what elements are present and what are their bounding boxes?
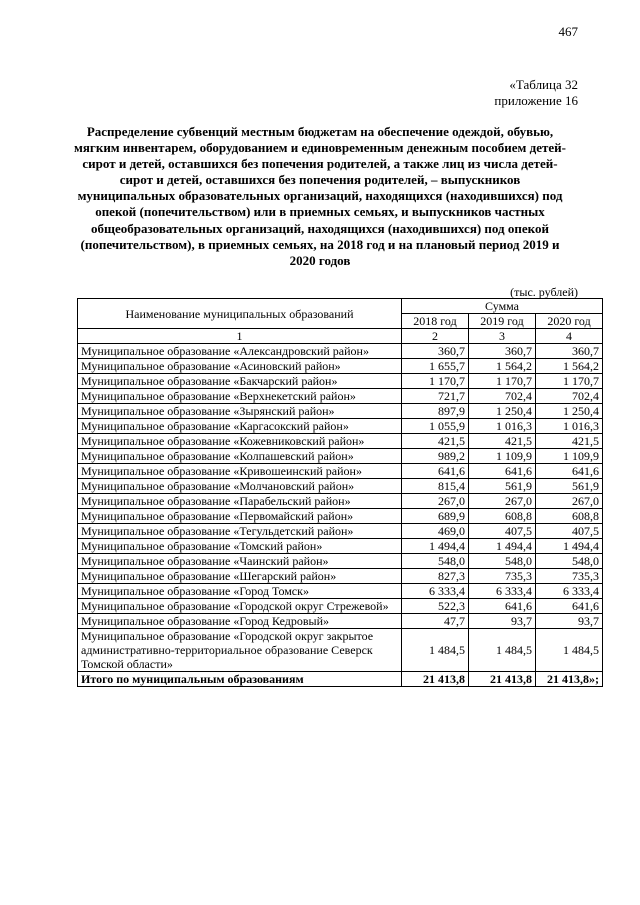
value-2018: 360,7 — [402, 344, 469, 359]
value-2020: 561,9 — [536, 479, 603, 494]
value-2020: 407,5 — [536, 524, 603, 539]
value-2019: 407,5 — [469, 524, 536, 539]
header-sum: Сумма — [402, 299, 603, 314]
table-row — [78, 614, 603, 629]
value-2020: 608,8 — [536, 509, 603, 524]
caption-table-number: «Таблица 32 — [509, 77, 578, 92]
value-2019: 360,7 — [469, 344, 536, 359]
value-2019: 641,6 — [469, 599, 536, 614]
municipality-name: Муниципальное образование «Томский район» — [78, 539, 402, 554]
municipality-name: Муниципальное образование «Каргасокский район» — [78, 419, 402, 434]
municipality-name: Муниципальное образование «Чаинский район» — [78, 554, 402, 569]
municipality-name: Муниципальное образование «Зырянский район» — [78, 404, 402, 419]
value-2019: 561,9 — [469, 479, 536, 494]
header-year-2020: 2020 год — [536, 314, 603, 329]
value-2018: 6 333,4 — [402, 584, 469, 599]
municipality-name: Муниципальное образование «Первомайский район» — [78, 509, 402, 524]
value-2018: 469,0 — [402, 524, 469, 539]
table-caption — [494, 77, 578, 109]
value-2019: 1 484,5 — [469, 629, 536, 672]
municipality-name: Муниципальное образование «Асиновский район» — [78, 359, 402, 374]
value-2019: 641,6 — [469, 464, 536, 479]
value-2019: 267,0 — [469, 494, 536, 509]
value-2019: 93,7 — [469, 614, 536, 629]
table-row — [78, 344, 603, 359]
value-2018: 1 494,4 — [402, 539, 469, 554]
municipality-name: Муниципальное образование «Город Томск» — [78, 584, 402, 599]
value-2018: 522,3 — [402, 599, 469, 614]
value-2020: 641,6 — [536, 464, 603, 479]
value-2018: 815,4 — [402, 479, 469, 494]
value-2020: 702,4 — [536, 389, 603, 404]
header-year-2018: 2018 год — [402, 314, 469, 329]
value-2018: 689,9 — [402, 509, 469, 524]
value-2020: 1 170,7 — [536, 374, 603, 389]
total-label: Итого по муниципальным образованиям — [78, 672, 402, 687]
table-row — [78, 629, 603, 672]
value-2020: 421,5 — [536, 434, 603, 449]
value-2018: 989,2 — [402, 449, 469, 464]
value-2020: 267,0 — [536, 494, 603, 509]
value-2020: 1 250,4 — [536, 404, 603, 419]
index-cell: 3 — [469, 329, 536, 344]
value-2020: 1 494,4 — [536, 539, 603, 554]
municipality-name: Муниципальное образование «Тегульдетский район» — [78, 524, 402, 539]
municipality-name: Муниципальное образование «Шегарский район» — [78, 569, 402, 584]
municipality-name: Муниципальное образование «Александровский район» — [78, 344, 402, 359]
value-2020: 1 109,9 — [536, 449, 603, 464]
value-2020: 641,6 — [536, 599, 603, 614]
value-2019: 1 109,9 — [469, 449, 536, 464]
value-2018: 721,7 — [402, 389, 469, 404]
table-row — [78, 479, 603, 494]
municipality-name: Муниципальное образование «Парабельский район» — [78, 494, 402, 509]
table-row — [78, 554, 603, 569]
table-row — [78, 404, 603, 419]
municipality-name: Муниципальное образование «Кожевниковский район» — [78, 434, 402, 449]
page-number: 467 — [558, 24, 578, 39]
subsidy-table — [77, 298, 603, 687]
value-2019: 735,3 — [469, 569, 536, 584]
table-row — [78, 374, 603, 389]
value-2019: 421,5 — [469, 434, 536, 449]
municipality-name: Муниципальное образование «Городской округ Стрежевой» — [78, 599, 402, 614]
table-row — [78, 419, 603, 434]
value-2018: 1 170,7 — [402, 374, 469, 389]
table-row — [78, 524, 603, 539]
total-2020: 21 413,8»; — [536, 672, 603, 687]
value-2020: 1 564,2 — [536, 359, 603, 374]
value-2018: 548,0 — [402, 554, 469, 569]
value-2020: 360,7 — [536, 344, 603, 359]
value-2019: 1 494,4 — [469, 539, 536, 554]
table-row — [78, 599, 603, 614]
municipality-name: Муниципальное образование «Городской округ закрытое административно-территориальное образование Северск Томской области» — [78, 629, 402, 672]
value-2020: 1 016,3 — [536, 419, 603, 434]
table-row — [78, 449, 603, 464]
table-row — [78, 539, 603, 554]
value-2019: 608,8 — [469, 509, 536, 524]
total-row — [78, 672, 603, 687]
value-2018: 1 055,9 — [402, 419, 469, 434]
table-row — [78, 359, 603, 374]
table-row — [78, 389, 603, 404]
value-2020: 6 333,4 — [536, 584, 603, 599]
value-2019: 702,4 — [469, 389, 536, 404]
table-row — [78, 434, 603, 449]
value-2018: 267,0 — [402, 494, 469, 509]
value-2020: 548,0 — [536, 554, 603, 569]
municipality-name: Муниципальное образование «Бакчарский район» — [78, 374, 402, 389]
header-year-2019: 2019 год — [469, 314, 536, 329]
municipality-name: Муниципальное образование «Молчановский район» — [78, 479, 402, 494]
index-cell: 2 — [402, 329, 469, 344]
municipality-name: Муниципальное образование «Кривошеинский район» — [78, 464, 402, 479]
value-2018: 1 655,7 — [402, 359, 469, 374]
value-2019: 548,0 — [469, 554, 536, 569]
value-2020: 93,7 — [536, 614, 603, 629]
value-2020: 1 484,5 — [536, 629, 603, 672]
value-2018: 421,5 — [402, 434, 469, 449]
total-2018: 21 413,8 — [402, 672, 469, 687]
table-row — [78, 569, 603, 584]
index-cell: 4 — [536, 329, 603, 344]
municipality-name: Муниципальное образование «Верхнекетский район» — [78, 389, 402, 404]
value-2019: 1 250,4 — [469, 404, 536, 419]
value-2018: 1 484,5 — [402, 629, 469, 672]
index-row — [78, 329, 603, 344]
value-2018: 641,6 — [402, 464, 469, 479]
municipality-name: Муниципальное образование «Колпашевский район» — [78, 449, 402, 464]
value-2018: 897,9 — [402, 404, 469, 419]
municipality-name: Муниципальное образование «Город Кедровый» — [78, 614, 402, 629]
value-2018: 827,3 — [402, 569, 469, 584]
header-name: Наименование муниципальных образований — [78, 299, 402, 329]
units-label: (тыс. рублей) — [510, 285, 578, 299]
table-body — [78, 344, 603, 672]
index-cell: 1 — [78, 329, 402, 344]
value-2019: 1 016,3 — [469, 419, 536, 434]
value-2018: 47,7 — [402, 614, 469, 629]
total-2019: 21 413,8 — [469, 672, 536, 687]
value-2019: 6 333,4 — [469, 584, 536, 599]
caption-appendix: приложение 16 — [494, 93, 578, 108]
value-2019: 1 564,2 — [469, 359, 536, 374]
table-row — [78, 584, 603, 599]
table-row — [78, 494, 603, 509]
value-2019: 1 170,7 — [469, 374, 536, 389]
table-row — [78, 509, 603, 524]
value-2020: 735,3 — [536, 569, 603, 584]
table-row — [78, 464, 603, 479]
document-title: Распределение субвенций местным бюджетам на обеспечение одеждой, обувью, мягким инвентарем, оборудованием и единовременным денежным пособием детей-сирот и детей, оставшихся без попечения родителей, а также лиц из числа детей-сирот и детей, оставшихся без попечения родителей, – выпускников муниципальных образовательных организаций, находящихся (находившихся) под опекой (попечительством) или в приемных семьях, и выпускников частных общеобразовательных организаций, находящихся (находившихся) под опекой (попечительством), в приемных семьях, на 2018 год и на плановый период 2019 и 2020 годов — [74, 124, 566, 268]
